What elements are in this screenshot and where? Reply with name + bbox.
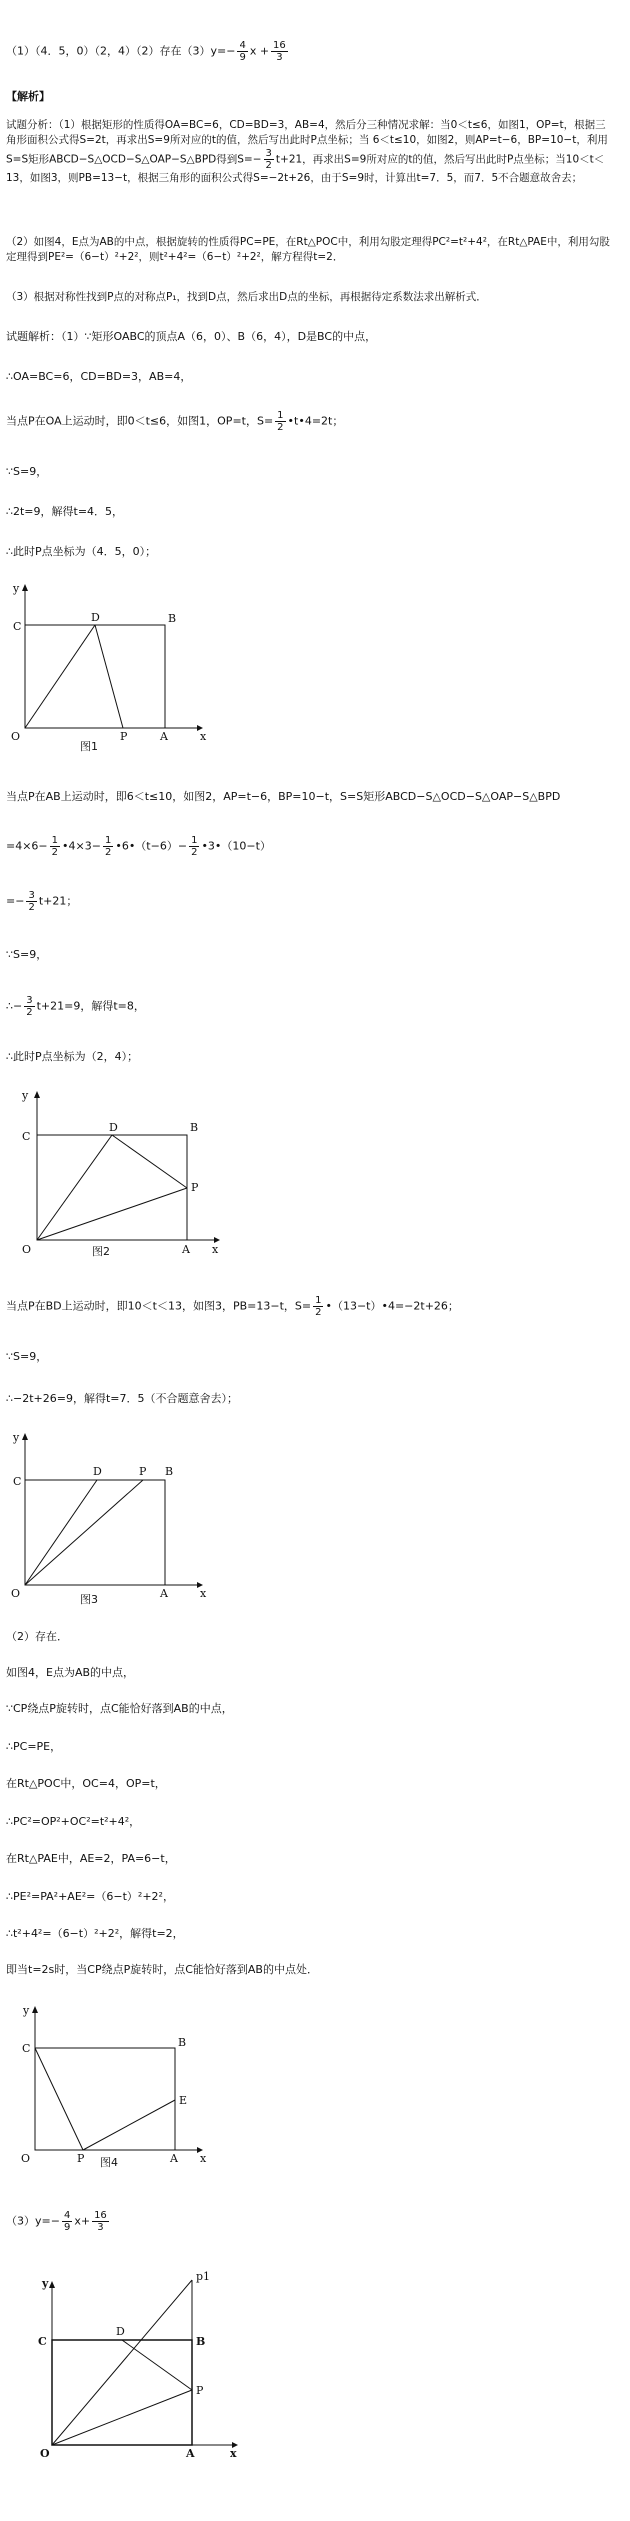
svg-text:P: P bbox=[191, 1181, 199, 1194]
text-line: （3）y=− $\frac{4}{9}$ x+ $\frac{16}{3}$ bbox=[6, 2210, 107, 2233]
svg-text:B: B bbox=[178, 2036, 187, 2049]
fraction: $\frac{16}{3}$ bbox=[273, 40, 286, 63]
text-line: 在Rt△PAE中，AE=2，PA=6−t， bbox=[6, 1852, 176, 1865]
answer-text: （1）（4．5，0）（2，4）（2）存在（3）y=− bbox=[6, 44, 236, 58]
svg-text:A: A bbox=[160, 1587, 168, 1600]
svg-text:x: x bbox=[200, 2152, 207, 2165]
svg-text:O: O bbox=[11, 730, 21, 743]
svg-text:D: D bbox=[91, 611, 100, 624]
text-line: ∴2t=9，解得t=4．5， bbox=[6, 505, 124, 518]
svg-text:A: A bbox=[182, 1243, 190, 1256]
svg-text:A: A bbox=[160, 730, 168, 743]
figure-4-svg bbox=[5, 2000, 205, 2175]
svg-text:O: O bbox=[40, 2447, 50, 2460]
svg-text:C: C bbox=[38, 2335, 47, 2348]
figure-4 bbox=[5, 2000, 205, 2178]
text-line: 如图4，E点为AB的中点， bbox=[6, 1666, 135, 1679]
svg-text:x: x bbox=[212, 1243, 219, 1256]
fraction: $\frac{4}{9}$ bbox=[239, 40, 246, 63]
text-line: ∵S=9， bbox=[6, 465, 48, 478]
svg-text:p1: p1 bbox=[196, 2270, 211, 2283]
answer-line bbox=[6, 40, 290, 63]
svg-text:x: x bbox=[200, 1587, 207, 1600]
jiexi-heading: 【解析】 bbox=[6, 90, 50, 103]
svg-text:C: C bbox=[22, 2042, 31, 2055]
text-line: ∴此时P点坐标为（4．5，0）； bbox=[6, 545, 157, 558]
svg-text:P: P bbox=[120, 730, 128, 743]
svg-text:D: D bbox=[116, 2325, 125, 2338]
svg-text:x: x bbox=[230, 2447, 237, 2460]
svg-text:y: y bbox=[13, 582, 20, 595]
text-line: 当点P在OA上运动时，即0＜t≤6，如图1，OP=t，S= $\frac{1}{2}$ •t•4=2t； bbox=[6, 410, 344, 433]
text-line: =4×6− $\frac{1}{2}$ •4×3− $\frac{1}{2}$ •6•（t−6）− $\frac{1}{2}$ •3•（10−t） bbox=[6, 835, 271, 858]
svg-text:图4: 图4 bbox=[100, 2156, 118, 2169]
svg-text:P: P bbox=[196, 2384, 204, 2397]
svg-text:O: O bbox=[11, 1587, 21, 1600]
svg-text:y: y bbox=[23, 2004, 30, 2017]
svg-text:C: C bbox=[13, 1475, 22, 1488]
text-line: 当点P在AB上运动时，即6＜t≤10，如图2，AP=t−6，BP=10−t，S=S矩形ABCD−S△OCD−S△OAP−S△BPD bbox=[6, 790, 561, 803]
text-line: ∴t²+4²=（6−t）²+2²，解得t=2， bbox=[6, 1927, 184, 1940]
analysis-paragraph: 试题分析：（1）根据矩形的性质得OA=BC=6，CD=BD=3，AB=4，然后分三种情况求解：当0＜t≤6，如图1，OP=t，根据三角形面积公式得S=2t，再求出S=9所对应的t的值，然后写出此时P点坐标；当 6＜t≤10，如图2，则AP=t−6，BP=10−t，利用S=S矩形ABCD−S△OCD−S△OAP−S△BPD得到S=− $\frac{3}{2}$ t+21，再求出S=9所对应的t的值，然后写出此时P点坐标；当10＜t＜13，如图3，则PB=13−t，根据三角形的面积公式得S=−2t+26，由于S=9时，计算出t=7．5，而7．5不合题意故舍去； bbox=[6, 119, 608, 184]
svg-text:x: x bbox=[200, 730, 207, 743]
svg-text:O: O bbox=[21, 2152, 31, 2165]
text-line: ∴−2t+26=9，解得t=7．5（不合题意舍去）； bbox=[6, 1392, 238, 1405]
svg-text:图3: 图3 bbox=[80, 1593, 98, 1606]
svg-text:B: B bbox=[165, 1465, 174, 1478]
svg-text:O: O bbox=[22, 1243, 32, 1256]
text-line: 当点P在BD上运动时，即10＜t＜13，如图3，PB=13−t，S= $\frac{1}{2}$ •（13−t）•4=−2t+26； bbox=[6, 1295, 459, 1318]
text-line: ∴PE²=PA²+AE²=（6−t）²+2²， bbox=[6, 1890, 174, 1903]
svg-text:A: A bbox=[170, 2152, 178, 2165]
svg-text:图1: 图1 bbox=[80, 740, 98, 753]
text-line: =− $\frac{3}{2}$ t+21； bbox=[6, 890, 78, 913]
figure-2-svg bbox=[12, 1085, 222, 1260]
figure-1 bbox=[5, 580, 207, 753]
text-line: ∵S=9， bbox=[6, 1350, 48, 1363]
text-line: ∴PC=PE， bbox=[6, 1740, 62, 1753]
svg-text:C: C bbox=[22, 1130, 31, 1143]
analysis-paragraph-3: （3）根据对称性找到P点的对称点P₁，找到D点，然后求出D点的坐标，再根据待定系数法求出解析式． bbox=[6, 291, 487, 303]
figure-5-svg bbox=[20, 2265, 250, 2460]
figure-1-svg bbox=[5, 580, 207, 753]
text-line: ∵CP绕点P旋转时，点C能恰好落到AB的中点， bbox=[6, 1702, 233, 1715]
svg-text:E: E bbox=[179, 2094, 188, 2107]
svg-text:P: P bbox=[77, 2152, 85, 2165]
svg-text:A: A bbox=[186, 2447, 195, 2460]
svg-text:D: D bbox=[109, 1121, 118, 1134]
text-line: ∵S=9， bbox=[6, 948, 48, 961]
figure-3 bbox=[5, 1425, 205, 1608]
svg-text:y: y bbox=[13, 1431, 20, 1444]
figure-5 bbox=[20, 2265, 250, 2463]
svg-text:P: P bbox=[139, 1465, 147, 1478]
text-line: 试题解析：（1）∵矩形OABC的顶点A（6，0）、B（6，4），D是BC的中点， bbox=[6, 330, 377, 343]
figure-2 bbox=[12, 1085, 222, 1263]
svg-text:B: B bbox=[190, 1121, 199, 1134]
text-line: ∴此时P点坐标为（2，4）； bbox=[6, 1050, 139, 1063]
text-line: 在Rt△POC中，OC=4，OP=t， bbox=[6, 1777, 166, 1790]
answer-text: x + bbox=[249, 44, 270, 58]
svg-text:图2: 图2 bbox=[92, 1245, 110, 1258]
analysis-paragraph-2: （2）如图4，E点为AB的中点，根据旋转的性质得PC=PE，在Rt△POC中，利用勾股定理得PC²=t²+4²，在Rt△PAE中，利用勾股定理得到PE²=（6−t）²+2²，则t²+4²=（6−t）²+2²，解方程得t=2． bbox=[6, 236, 610, 263]
text-line: ∴OA=BC=6，CD=BD=3，AB=4， bbox=[6, 370, 192, 383]
figure-3-svg bbox=[5, 1425, 205, 1605]
svg-text:y: y bbox=[22, 1089, 29, 1102]
svg-text:C: C bbox=[13, 620, 22, 633]
svg-text:y: y bbox=[42, 2277, 49, 2290]
text-line: ∴− $\frac{3}{2}$ t+21=9，解得t=8， bbox=[6, 995, 145, 1018]
svg-text:B: B bbox=[196, 2335, 206, 2348]
svg-text:D: D bbox=[93, 1465, 102, 1478]
svg-text:B: B bbox=[168, 612, 177, 625]
text-line: 即当t=2s时，当CP绕点P旋转时，点C能恰好落到AB的中点处． bbox=[6, 1963, 318, 1976]
text-line: （2）存在． bbox=[6, 1630, 68, 1643]
text-line: ∴PC²=OP²+OC²=t²+4²， bbox=[6, 1815, 141, 1828]
